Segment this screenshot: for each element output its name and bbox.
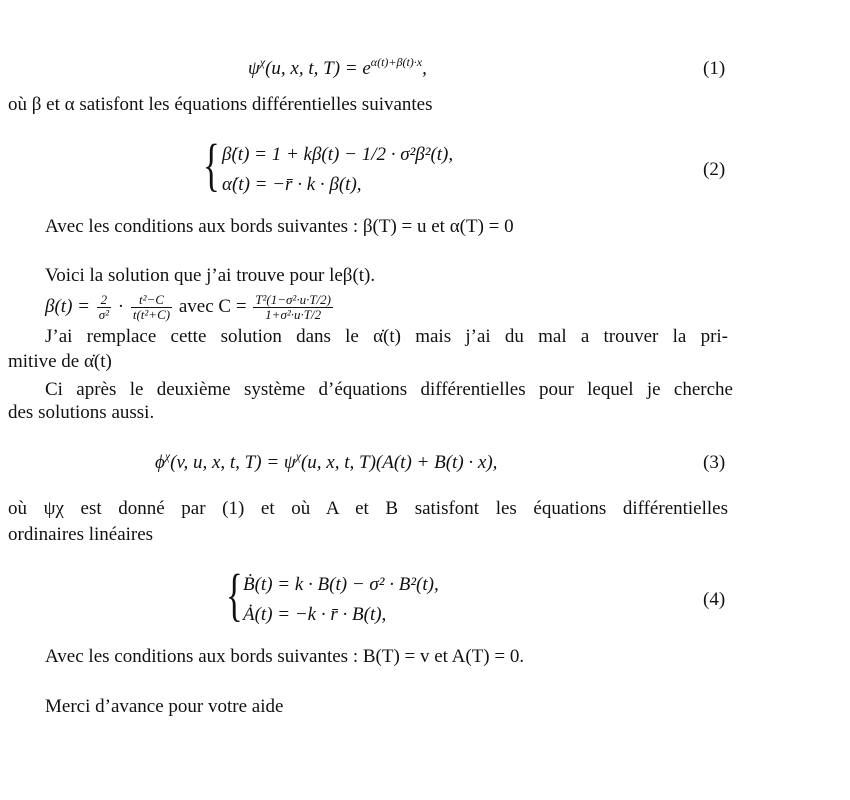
paragraph-5-line-1: Ci après le deuxième système d’équations différentielles pour lequel je cherche: [45, 379, 733, 400]
equation-2-line-1: β̇(t) = 1 + kβ(t) − 1/2 · σ²β²(t),: [222, 144, 454, 165]
paragraph-1: où β et α satisfont les équations différentielles suivantes: [8, 94, 433, 115]
eq3-sup-2: χ: [295, 449, 301, 463]
paragraph-4-line-1: J’ai remplace cette solution dans le α̇(t) mais j’ai du mal a trouver la pri-: [45, 326, 728, 347]
paragraph-6-line-1: où ψχ est donné par (1) et où A et B satisfont les équations différentielles: [8, 498, 728, 519]
eq1-lhs: ψ: [248, 58, 260, 79]
equation-number-2: (2): [703, 159, 726, 180]
fraction-2-num: t²−C: [131, 293, 172, 308]
fraction-1: [97, 293, 111, 322]
eq1-args: (u, x, t, T) = e: [265, 58, 371, 79]
avec-text: avec C =: [174, 295, 252, 317]
fraction-1-den: σ²: [98, 307, 110, 322]
eq1-exponent: α(t)+β(t)·x: [370, 55, 423, 69]
eq3-tail: (u, x, t, T)(A(t) + B(t) · x),: [300, 452, 498, 473]
equation-number-1: (1): [703, 58, 726, 79]
solution-lhs: β(t) =: [45, 295, 95, 317]
brace-4: {: [226, 562, 243, 627]
equation-1: [248, 55, 427, 80]
fraction-3: [253, 293, 333, 322]
paragraph-7: Avec les conditions aux bords suivantes : B(T) = v et A(T) = 0.: [45, 646, 525, 667]
paragraph-4-line-2: mitive de α̇(t): [8, 351, 112, 372]
eq1-tail: ,: [422, 58, 427, 79]
eq3-sup-1: χ: [164, 449, 171, 463]
fraction-3-num: T²(1−σ²·u·T/2): [255, 292, 331, 307]
fraction-3-den: 1+σ²·u·T/2: [265, 307, 322, 322]
equation-4-line-2: Ȧ(t) = −k · r̄ · B(t),: [243, 604, 387, 625]
brace-2: {: [203, 132, 220, 197]
dot-operator: ·: [113, 295, 129, 317]
solution-formula: [45, 293, 335, 322]
fraction-1-num: 2: [97, 293, 111, 308]
fraction-2-den: t(t²+C): [132, 307, 171, 322]
paragraph-2: Avec les conditions aux bords suivantes : β(T) = u et α(T) = 0: [45, 216, 514, 237]
fraction-2: [131, 293, 172, 322]
eq1-sup: χ: [259, 55, 266, 69]
paragraph-5-line-2: des solutions aussi.: [8, 402, 155, 423]
equation-3: [155, 449, 498, 474]
equation-number-4: (4): [703, 589, 726, 610]
eq3-mid: (v, u, x, t, T) = ψ: [170, 452, 296, 473]
paragraph-3: Voici la solution que j’ai trouve pour leβ(t).: [45, 265, 376, 286]
equation-2-line-2: α̇(t) = −r̄ · k · β(t),: [222, 174, 362, 195]
equation-number-3: (3): [703, 452, 726, 473]
paragraph-6-line-2: ordinaires linéaires: [8, 524, 154, 545]
paragraph-8: Merci d’avance pour votre aide: [45, 696, 284, 717]
eq3-phi: ϕ: [155, 452, 165, 473]
equation-4-line-1: Ḃ(t) = k · B(t) − σ² · B²(t),: [243, 574, 439, 595]
